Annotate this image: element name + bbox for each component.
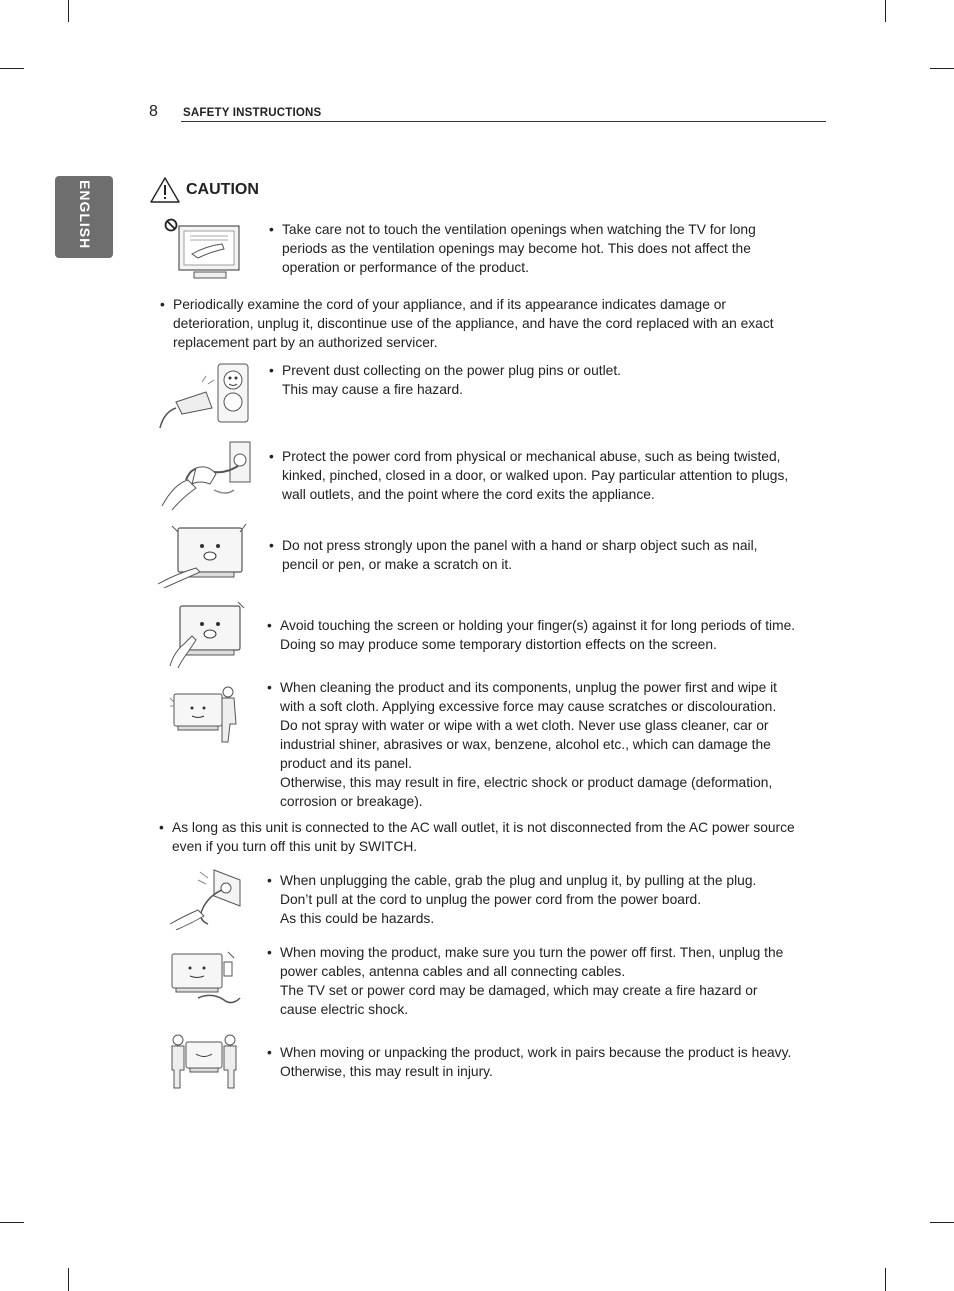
list-item-line: even if you turn off this unit by SWITCH. [172, 839, 418, 854]
caution-title: CAUTION [186, 181, 259, 198]
list-item-line: Avoid touching the screen or holding your finger(s) against it for long periods of time. [280, 618, 796, 633]
list-item-line: industrial shiner, abrasives or wax, benzene, alcohol etc., which can damage the [280, 737, 771, 752]
language-tab [55, 176, 113, 258]
crop-mark [68, 0, 69, 22]
list-item-line: Don’t pull at the cord to unplug the power cord from the power board. [280, 892, 702, 907]
crop-mark [0, 68, 24, 69]
list-item-line: with a soft cloth. Applying excessive force may cause scratches or discolouration. [280, 699, 777, 714]
list-item: • Protect the power cord from physical or mechanical abuse, such as being twisted, kinked, pinched, closed in a door, or walked upon. Pay particular attention to plugs, wall outlets, and the point where the cord exits the appliance. [269, 449, 789, 502]
panel-press-illustration [156, 522, 252, 588]
list-item-line: Doing so may produce some temporary distortion effects on the screen. [280, 637, 717, 652]
crop-mark [930, 68, 954, 69]
list-item: • Avoid touching the screen or holding your finger(s) against it for long periods of time. Doing so may produce some temporary distortion effects on the screen. [267, 618, 796, 652]
list-item-line: When cleaning the product and its components, unplug the power first and wipe it [280, 680, 777, 695]
crop-mark [885, 1268, 886, 1291]
crop-mark [68, 1268, 69, 1291]
list-item-line: product and its panel. [280, 756, 412, 771]
list-item-line: Protect the power cord from physical or mechanical abuse, such as being twisted, [282, 449, 781, 464]
list-item-line: power cables, antenna cables and all connecting cables. [280, 964, 626, 979]
list-item-line: When unplugging the cable, grab the plug and unplug it, by pulling at the plug. [280, 873, 757, 888]
list-item-line: deterioration, unplug it, discontinue use of the appliance, and have the cord replaced with an exact [173, 316, 774, 331]
list-item-line: Otherwise, this may result in injury. [280, 1064, 493, 1079]
language-tab-label: ENGLISH [77, 180, 93, 250]
list-item-line: corrosion or breakage). [280, 794, 423, 809]
list-item: • When moving or unpacking the product, work in pairs because the product is heavy. Otherwise, this may result in injury. [267, 1045, 792, 1079]
list-item: • Prevent dust collecting on the power plug pins or outlet. This may cause a fire hazard. [269, 363, 621, 397]
list-item-line: This may cause a fire hazard. [282, 382, 463, 397]
crop-mark [0, 1222, 24, 1223]
list-item-line: wall outlets, and the point where the cord exits the appliance. [282, 487, 655, 502]
list-item-line: When moving the product, make sure you turn the power off first. Then, unplug the [280, 945, 784, 960]
list-item-line: As long as this unit is connected to the AC wall outlet, it is not disconnected from the AC power source [172, 820, 795, 835]
list-item-line: Prevent dust collecting on the power plug pins or outlet. [282, 363, 621, 378]
list-item-line: replacement part by an authorized servicer. [173, 335, 438, 350]
list-item-line: Take care not to touch the ventilation openings when watching the TV for long [282, 222, 756, 237]
cleaning-illustration [168, 684, 240, 746]
list-item: • Do not press strongly upon the panel with a hand or sharp object such as nail, pencil or pen, or make a scratch on it. [269, 538, 758, 572]
two-person-lift-illustration [168, 1034, 240, 1090]
list-item-line: Otherwise, this may result in fire, electric shock or product damage (deformation, [280, 775, 773, 790]
screen-touch-illustration [166, 600, 246, 668]
list-item-line: Do not spray with water or wipe with a wet cloth. Never use glass cleaner, car or [280, 718, 769, 733]
list-item-line: When moving or unpacking the product, work in pairs because the product is heavy. [280, 1045, 792, 1060]
list-item-line: Do not press strongly upon the panel with a hand or sharp object such as nail, [282, 538, 758, 553]
crop-mark [885, 0, 886, 22]
list-item-line: The TV set or power cord may be damaged, which may create a fire hazard or [280, 983, 758, 998]
page-number: 8 [149, 103, 158, 120]
list-item: • As long as this unit is connected to the AC wall outlet, it is not disconnected from the AC power source even if you turn off this unit by SWITCH. [159, 820, 795, 854]
list-item-line: pencil or pen, or make a scratch on it. [282, 557, 513, 572]
power-cord-illustration [152, 440, 252, 512]
header-divider [181, 121, 826, 122]
list-item: • When moving the product, make sure you turn the power off first. Then, unplug the power cables, antenna cables and all connecting cables. The TV set or power cord may be damaged, which may create a fire hazard or cause electric shock. [267, 945, 784, 1017]
list-item-line: kinked, pinched, closed in a door, or walked upon. Pay particular attention to plugs, [282, 468, 789, 483]
section-title: SAFETY INSTRUCTIONS [183, 107, 322, 119]
list-item: • When unplugging the cable, grab the plug and unplug it, by pulling at the plug. Don’t pull at the cord to unplug the power cord from the power board. As this could be hazards. [267, 873, 757, 926]
list-item-line: operation or performance of the product. [282, 260, 529, 275]
unplugging-illustration [168, 866, 244, 930]
list-item-line: cause electric shock. [280, 1002, 409, 1017]
crop-mark [930, 1222, 954, 1223]
list-item: • Take care not to touch the ventilation openings when watching the TV for long periods as the ventilation openings may become hot. This does not affect the operation or performance of the product. [269, 222, 756, 275]
ventilation-illustration [162, 216, 246, 284]
list-item-line: As this could be hazards. [280, 911, 435, 926]
moving-product-illustration [168, 948, 244, 1008]
list-item-line: Periodically examine the cord of your appliance, and if its appearance indicates damage or [173, 297, 726, 312]
list-item: • Periodically examine the cord of your appliance, and if its appearance indicates damage or deterioration, unplug it, discontinue use of the appliance, and have the cord replaced with an exact replacement part by an authorized servicer. [160, 297, 774, 350]
list-item: • When cleaning the product and its components, unplug the power first and wipe it with a soft cloth. Applying excessive force may cause scratches or discolouration. Do not spray with water or wipe with a wet cloth. Never use glass cleaner, car or industrial shiner, abrasives or wax, benzene, alcohol etc., which can damage the product and its panel. Otherwise, this may result in fire, electric shock or product damage (deformation, corrosion or breakage). [267, 680, 777, 809]
power-plug-illustration [156, 362, 250, 432]
list-item-line: periods as the ventilation openings may become hot. This does not affect the [282, 241, 751, 256]
warning-triangle-icon [149, 176, 181, 204]
